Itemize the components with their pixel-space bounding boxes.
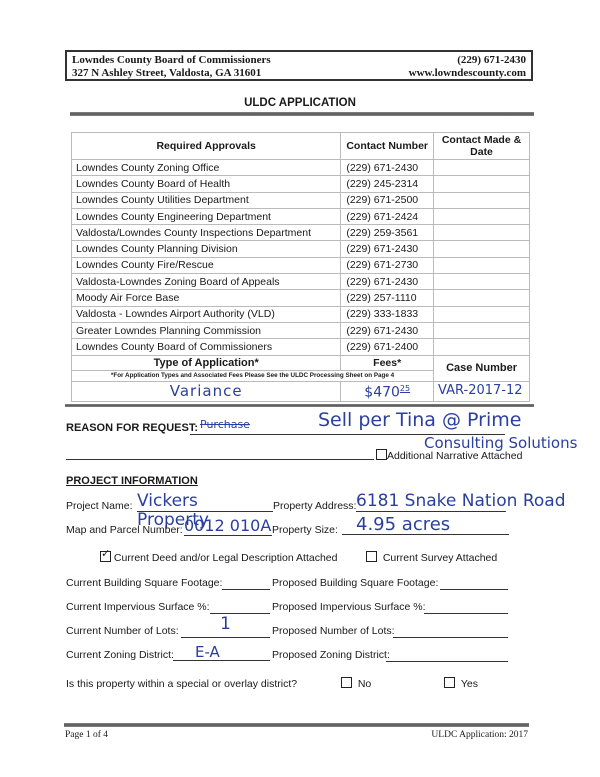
contact-number: (229) 245-2314 bbox=[341, 176, 434, 192]
approval-name: Lowndes County Board of Health bbox=[72, 176, 341, 192]
table-row bbox=[72, 339, 530, 355]
reason-label: REASON FOR REQUEST: bbox=[66, 422, 199, 434]
table-row bbox=[72, 241, 530, 257]
cur-lots-field[interactable]: 1 bbox=[181, 615, 270, 638]
property-address-field[interactable]: 6181 Snake Nation Road bbox=[356, 491, 566, 511]
prop-zone-label: Proposed Zoning District: bbox=[272, 649, 390, 661]
cur-zone-label: Current Zoning District: bbox=[66, 649, 174, 661]
org-address: 327 N Ashley Street, Valdosta, GA 31601 bbox=[72, 67, 262, 79]
contact-made-field[interactable] bbox=[434, 290, 530, 306]
contact-number: (229) 333-1833 bbox=[341, 306, 434, 322]
table-row bbox=[72, 160, 530, 176]
header-contact-made: Contact Made & Date bbox=[434, 133, 530, 160]
contact-number: (229) 671-2730 bbox=[341, 257, 434, 273]
prop-imp-field[interactable] bbox=[424, 601, 508, 614]
prop-sqft-label: Proposed Building Square Footage: bbox=[272, 577, 439, 589]
contact-made-field[interactable] bbox=[434, 160, 530, 176]
page-title: ULDC APPLICATION bbox=[244, 97, 356, 109]
table-row bbox=[72, 306, 530, 322]
contact-number: (229) 257-1110 bbox=[341, 290, 434, 306]
overlay-no-label: No bbox=[357, 678, 372, 690]
contact-number: (229) 671-2430 bbox=[341, 160, 434, 176]
reason-struck-text: Purchase bbox=[200, 418, 250, 431]
header-fees: Fees* bbox=[341, 355, 434, 370]
contact-made-field[interactable] bbox=[434, 339, 530, 355]
reason-field-line2[interactable] bbox=[66, 447, 374, 460]
deed-checkbox[interactable]: ✓ bbox=[101, 548, 111, 560]
org-website: www.lowndescounty.com bbox=[408, 67, 526, 79]
overlay-no-checkbox[interactable] bbox=[341, 677, 352, 688]
cur-zone-field[interactable]: E-A bbox=[173, 644, 270, 661]
deed-label: Current Deed and/or Legal Description Attached bbox=[113, 552, 338, 564]
overlay-no-row[interactable] bbox=[341, 677, 371, 690]
contact-made-field[interactable] bbox=[434, 208, 530, 224]
contact-made-field[interactable] bbox=[434, 241, 530, 257]
contact-made-field[interactable] bbox=[434, 274, 530, 290]
deed-checkbox-row[interactable] bbox=[100, 548, 338, 564]
table-row bbox=[72, 257, 530, 273]
prop-lots-field[interactable] bbox=[393, 625, 508, 638]
letterhead-box bbox=[65, 50, 533, 81]
survey-label: Current Survey Attached bbox=[382, 552, 498, 564]
overlay-question: Is this property within a special or overlay district? bbox=[66, 678, 298, 690]
approval-name: Lowndes County Board of Commissioners bbox=[72, 339, 341, 355]
overlay-yes-label: Yes bbox=[460, 678, 478, 690]
table-row bbox=[72, 290, 530, 306]
title-divider bbox=[70, 112, 534, 116]
approval-name: Lowndes County Fire/Rescue bbox=[72, 257, 341, 273]
approval-name: Lowndes County Planning Division bbox=[72, 241, 341, 257]
approval-name: Greater Lowndes Planning Commission bbox=[72, 322, 341, 338]
overlay-yes-checkbox[interactable] bbox=[444, 677, 455, 688]
contact-number: (229) 671-2430 bbox=[341, 274, 434, 290]
table-row bbox=[72, 208, 530, 224]
application-type-field[interactable]: Variance bbox=[72, 381, 341, 401]
org-name: Lowndes County Board of Commissioners bbox=[72, 54, 271, 66]
contact-made-field[interactable] bbox=[434, 306, 530, 322]
org-phone: (229) 671-2430 bbox=[457, 54, 526, 66]
project-name-field[interactable]: Vickers Property bbox=[137, 492, 273, 512]
contact-number: (229) 671-2400 bbox=[341, 339, 434, 355]
approvals-table bbox=[71, 132, 530, 402]
contact-number: (229) 671-2430 bbox=[341, 241, 434, 257]
fees-footnote: *For Application Types and Associated Fees Please See the ULDC Processing Sheet on Page 4 bbox=[72, 370, 434, 381]
narrative-checkbox-row[interactable] bbox=[376, 449, 522, 462]
cur-sqft-label: Current Building Square Footage: bbox=[66, 577, 223, 589]
fees-field[interactable]: $\$470^{25}$ bbox=[341, 381, 434, 401]
survey-checkbox[interactable] bbox=[366, 551, 377, 562]
table-row bbox=[72, 274, 530, 290]
property-address-label: Property Address: bbox=[273, 500, 357, 512]
cur-imp-field[interactable] bbox=[210, 601, 270, 614]
section-divider bbox=[65, 404, 534, 407]
doc-label: ULDC Application: 2017 bbox=[431, 730, 528, 740]
contact-number: (229) 671-2430 bbox=[341, 322, 434, 338]
footer-divider bbox=[64, 723, 529, 727]
contact-number: (229) 671-2424 bbox=[341, 208, 434, 224]
table-row bbox=[72, 192, 530, 208]
cur-sqft-field[interactable] bbox=[222, 577, 270, 590]
approval-name: Valdosta-Lowndes Zoning Board of Appeals bbox=[72, 274, 341, 290]
table-row bbox=[72, 322, 530, 338]
cur-lots-label: Current Number of Lots: bbox=[66, 625, 179, 637]
page-number: Page 1 of 4 bbox=[65, 730, 109, 740]
table-row bbox=[72, 225, 530, 241]
header-case-number: Case Number bbox=[434, 355, 530, 381]
narrative-checkbox[interactable] bbox=[376, 449, 387, 460]
approval-name: Lowndes County Zoning Office bbox=[72, 160, 341, 176]
approval-name: Valdosta - Lowndes Airport Authority (VLD) bbox=[72, 306, 341, 322]
reason-value-line1: Sell per Tina @ Prime bbox=[318, 409, 522, 431]
prop-lots-label: Proposed Number of Lots: bbox=[272, 625, 395, 637]
overlay-yes-row[interactable] bbox=[444, 677, 478, 690]
case-number-field[interactable]: VAR-2017-12 bbox=[434, 381, 530, 401]
approval-name: Valdosta/Lowndes County Inspections Department bbox=[72, 225, 341, 241]
contact-made-field[interactable] bbox=[434, 257, 530, 273]
property-size-label: Property Size: bbox=[272, 524, 338, 536]
parcel-label: Map and Parcel Number: bbox=[66, 524, 183, 536]
prop-zone-field[interactable] bbox=[386, 649, 508, 662]
contact-number: (229) 671-2500 bbox=[341, 192, 434, 208]
approval-name: Moody Air Force Base bbox=[72, 290, 341, 306]
contact-made-field[interactable] bbox=[434, 192, 530, 208]
property-size-field[interactable]: 4.95 acres bbox=[342, 515, 509, 535]
survey-checkbox-row[interactable] bbox=[366, 551, 497, 564]
project-info-heading: PROJECT INFORMATION bbox=[66, 475, 198, 487]
approval-name: Lowndes County Utilities Department bbox=[72, 192, 341, 208]
header-contact-number: Contact Number bbox=[341, 133, 434, 160]
narrative-label: Additional Narrative Attached bbox=[387, 450, 523, 462]
contact-made-field[interactable] bbox=[434, 225, 530, 241]
reason-value-line2: Consulting Solutions bbox=[424, 434, 578, 452]
header-required-approvals: Required Approvals bbox=[72, 133, 341, 160]
project-name-label: Project Name: bbox=[66, 500, 133, 512]
prop-imp-label: Proposed Impervious Surface %: bbox=[272, 601, 426, 613]
header-type-of-application: Type of Application* bbox=[72, 355, 341, 370]
cur-imp-label: Current Impervious Surface %: bbox=[66, 601, 210, 613]
contact-made-field[interactable] bbox=[434, 322, 530, 338]
parcel-field[interactable]: 0012 010A bbox=[184, 516, 272, 535]
contact-made-field[interactable] bbox=[434, 176, 530, 192]
prop-sqft-field[interactable] bbox=[440, 577, 508, 590]
contact-number: (229) 259-3561 bbox=[341, 225, 434, 241]
approval-name: Lowndes County Engineering Department bbox=[72, 208, 341, 224]
table-row bbox=[72, 176, 530, 192]
